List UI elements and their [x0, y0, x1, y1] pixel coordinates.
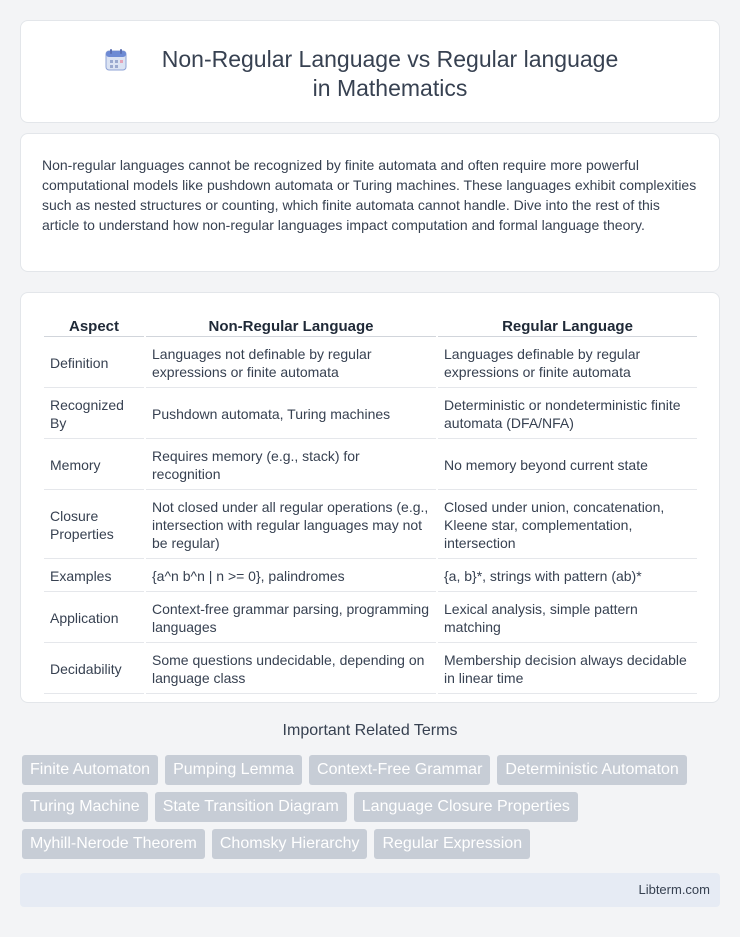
related-term-tag[interactable]: Regular Expression: [374, 829, 530, 859]
row-regular: No memory beyond current state: [438, 441, 697, 490]
related-term-tag[interactable]: Turing Machine: [22, 792, 148, 822]
row-aspect: Recognized By: [44, 390, 144, 439]
table-row: [44, 645, 697, 694]
related-term-tag[interactable]: State Transition Diagram: [155, 792, 347, 822]
related-term-tag[interactable]: Pumping Lemma: [165, 755, 302, 785]
table-row: [44, 390, 697, 439]
title-card: [20, 20, 720, 123]
related-term-tag[interactable]: Chomsky Hierarchy: [212, 829, 368, 859]
row-regular: Lexical analysis, simple pattern matching: [438, 594, 697, 643]
row-non-regular: Pushdown automata, Turing machines: [146, 390, 436, 439]
comparison-table: [42, 315, 699, 696]
row-non-regular: Some questions undecidable, depending on language class: [146, 645, 436, 694]
row-aspect: Closure Properties: [44, 492, 144, 559]
intro-card: [20, 133, 720, 272]
row-regular: {a, b}*, strings with pattern (ab)*: [438, 561, 697, 592]
table-row: [44, 339, 697, 388]
row-regular: Languages definable by regular expressions or finite automata: [438, 339, 697, 388]
related-terms-heading: Important Related Terms: [282, 722, 458, 739]
row-non-regular: Context-free grammar parsing, programming languages: [146, 594, 436, 643]
footer: [20, 873, 720, 907]
related-term-tag[interactable]: Myhill-Nerode Theorem: [22, 829, 205, 859]
related-term-tag[interactable]: Language Closure Properties: [354, 792, 578, 822]
related-term-tag[interactable]: Context-Free Grammar: [309, 755, 490, 785]
comparison-card: [20, 292, 720, 703]
table-header-row: [44, 317, 697, 337]
related-term-tag[interactable]: Deterministic Automaton: [497, 755, 686, 785]
row-non-regular: Requires memory (e.g., stack) for recognition: [146, 441, 436, 490]
footer-site-link[interactable]: Libterm.com: [638, 882, 710, 897]
row-non-regular: Not closed under all regular operations (e.g., intersection with regular languages may not be regular): [146, 492, 436, 559]
row-aspect: Application: [44, 594, 144, 643]
row-regular: Deterministic or nondeterministic finite automata (DFA/NFA): [438, 390, 697, 439]
header-non-regular: Non-Regular Language: [146, 317, 436, 337]
table-row: [44, 441, 697, 490]
row-aspect: Definition: [44, 339, 144, 388]
row-regular: Membership decision always decidable in linear time: [438, 645, 697, 694]
row-aspect: Decidability: [44, 645, 144, 694]
related-terms-list: [22, 755, 722, 859]
page-title: Non-Regular Language vs Regular language in Mathematics: [161, 46, 619, 101]
row-aspect: Memory: [44, 441, 144, 490]
table-row: [44, 594, 697, 643]
related-term-tag[interactable]: Finite Automaton: [22, 755, 158, 785]
table-row: [44, 561, 697, 592]
row-non-regular: Languages not definable by regular expressions or finite automata: [146, 339, 436, 388]
row-non-regular: {a^n b^n | n >= 0}, palindromes: [146, 561, 436, 592]
row-regular: Closed under union, concatenation, Kleene star, complementation, intersection: [438, 492, 697, 559]
header-aspect: Aspect: [44, 317, 144, 337]
header-regular: Regular Language: [438, 317, 697, 337]
intro-paragraph: Non-regular languages cannot be recognized by finite automata and often require more powerful computational models like pushdown automata or Turing machines. These languages exhibit complexities such as nested structures or counting, which finite automata cannot handle. Dive into the rest of this article to understand how non-regular languages impact computation and formal language theory.: [42, 157, 697, 233]
table-row: [44, 492, 697, 559]
row-aspect: Examples: [44, 561, 144, 592]
